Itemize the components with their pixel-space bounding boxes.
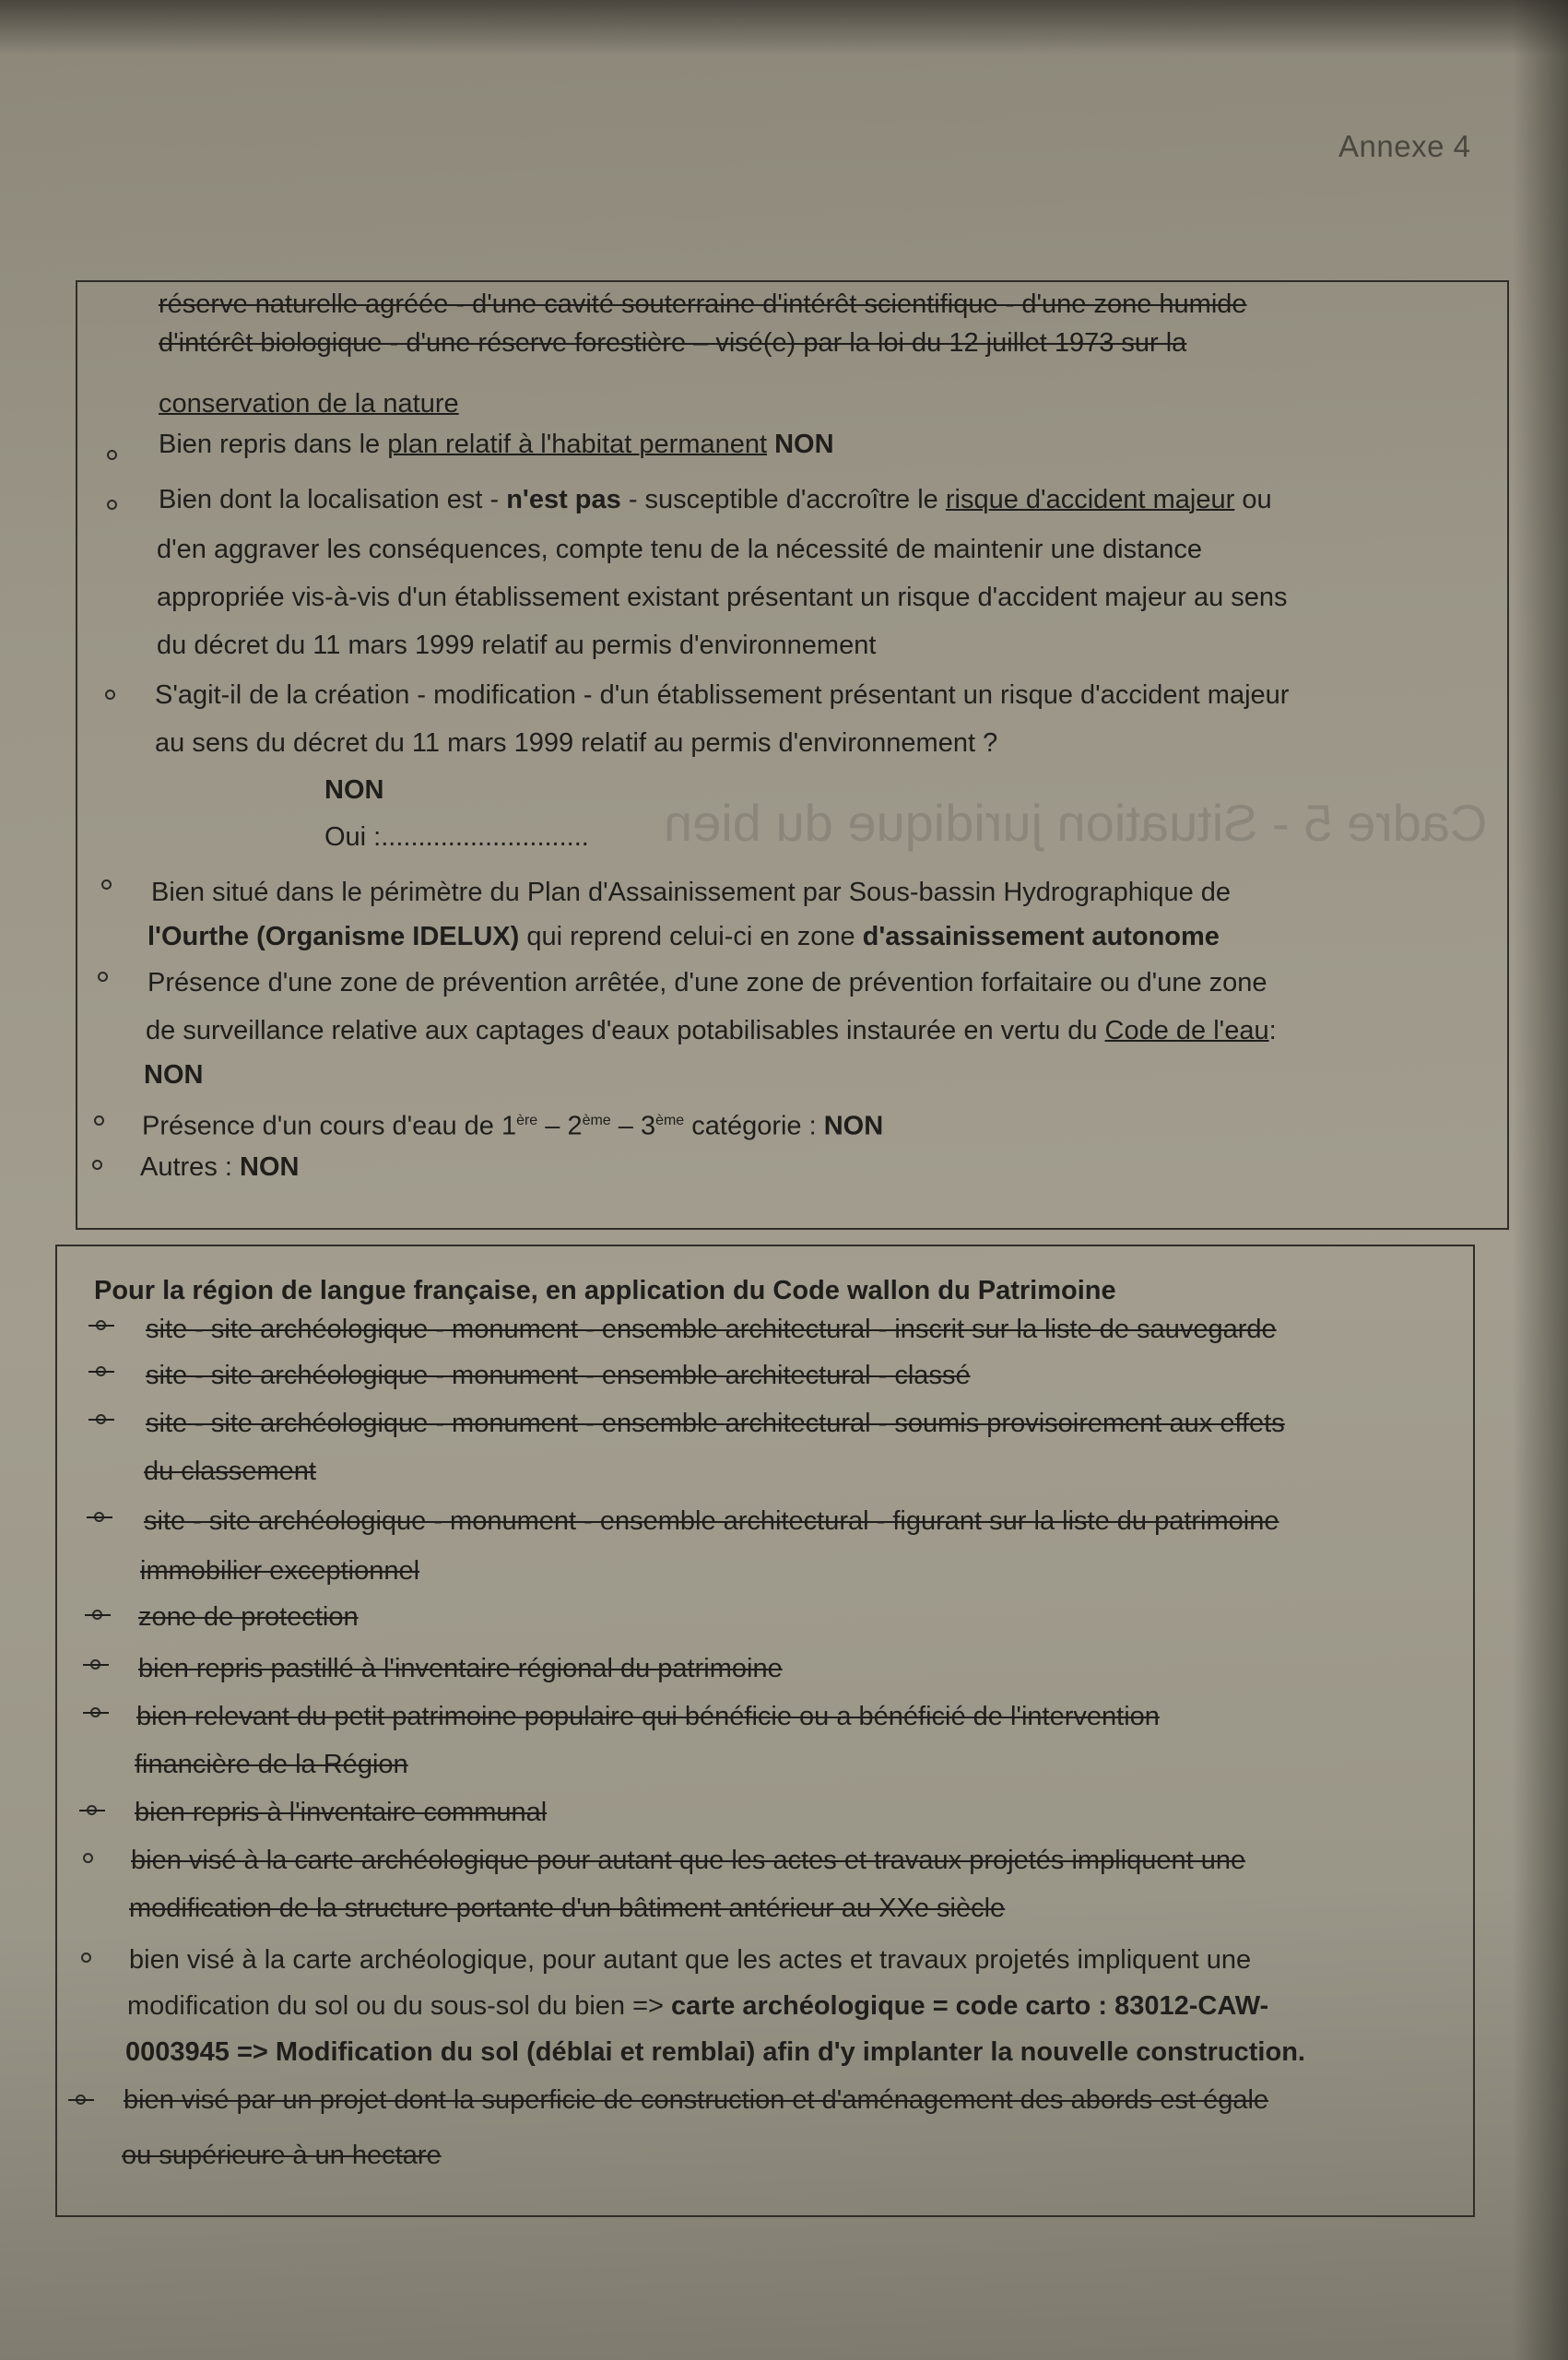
- struck-line: d'intérêt biologique - d'une réserve forestière – visé(e) par la loi du 12 juillet 1973 sur la: [159, 328, 1187, 358]
- heritage-item: site - site archéologique - monument - ensemble architectural - inscrit sur la liste de sauvegarde: [146, 1315, 1277, 1344]
- heritage-item: bien visé à la carte archéologique pour autant que les actes et travaux projetés impliquent une: [131, 1846, 1246, 1875]
- bullet-icon: [83, 1853, 93, 1863]
- heritage-item: bien repris à l'inventaire communal: [135, 1798, 548, 1827]
- bullet-icon: [107, 450, 117, 460]
- struck-bullet-icon: [92, 1610, 102, 1620]
- cours-eau-line: Présence d'un cours d'eau de 1ère – 2ème – 3ème catégorie : NON: [142, 1111, 884, 1141]
- annex-label: Annexe 4: [1338, 129, 1471, 163]
- bullet-icon: [105, 690, 115, 700]
- heritage-title: Pour la région de langue française, en application du Code wallon du Patrimoine: [94, 1276, 1116, 1305]
- heritage-item: bien repris pastillé à l'inventaire régional du patrimoine: [138, 1654, 783, 1683]
- accident-line: Bien dont la localisation est - n'est pas - susceptible d'accroître le risque d'accident majeur ou: [159, 485, 1272, 514]
- option-non: NON: [324, 775, 384, 805]
- heritage-item: site - site archéologique - monument - ensemble architectural - soumis provisoirement aux effets: [146, 1409, 1285, 1438]
- prevention-line: Présence d'une zone de prévention arrêtée, d'une zone de prévention forfaitaire ou d'une zone: [147, 968, 1267, 997]
- bullet-icon: [107, 500, 117, 510]
- prevention-line: de surveillance relative aux captages d'eaux potabilisables instaurée en vertu du Code de l'eau:: [146, 1016, 1277, 1045]
- creation-line: au sens du décret du 11 mars 1999 relatif au permis d'environnement ?: [155, 728, 998, 758]
- heritage-item: financière de la Région: [135, 1750, 408, 1779]
- heritage-item: site - site archéologique - monument - ensemble architectural - classé: [146, 1361, 971, 1390]
- struck-bullet-icon: [96, 1366, 106, 1376]
- accident-line: d'en aggraver les conséquences, compte tenu de la nécessité de maintenir une distance: [157, 535, 1203, 564]
- creation-line: S'agit-il de la création - modification - d'un établissement présentant un risque d'accident majeur: [155, 680, 1290, 710]
- heritage-item: du classement: [144, 1457, 316, 1486]
- bleed-through-text: Cadre 5 - Situation juridique du bien: [664, 794, 1488, 852]
- struck-bullet-icon: [90, 1707, 100, 1717]
- autres-line: Autres : NON: [140, 1152, 300, 1182]
- page-edge-shadow: [1513, 0, 1568, 2360]
- bullet-icon: [92, 1160, 102, 1170]
- heritage-item: site - site archéologique - monument - ensemble architectural - figurant sur la liste du patrimoine: [144, 1506, 1279, 1536]
- struck-line: réserve naturelle agréée - d'une cavité souterraine d'intérêt scientifique - d'une zone humide: [159, 289, 1247, 319]
- struck-bullet-icon: [90, 1659, 100, 1670]
- struck-bullet-icon: [96, 1414, 106, 1424]
- heritage-item: modification de la structure portante d'un bâtiment antérieur au XXe siècle: [129, 1894, 1006, 1923]
- accident-line: appropriée vis-à-vis d'un établissement existant présentant un risque d'accident majeur au sens: [157, 583, 1288, 612]
- prevention-value: NON: [144, 1060, 204, 1090]
- heritage-item: bien relevant du petit patrimoine populaire qui bénéficie ou a bénéficié de l'intervention: [136, 1702, 1160, 1731]
- struck-bullet-icon: [76, 2094, 86, 2105]
- bullet-icon: [81, 1953, 91, 1963]
- heritage-item: bien visé par un projet dont la superficie de construction et d'aménagement des abords est égale: [124, 2085, 1269, 2115]
- assainissement-line: Bien situé dans le périmètre du Plan d'Assainissement par Sous-bassin Hydrographique de: [151, 878, 1232, 907]
- habitat-line: Bien repris dans le plan relatif à l'habitat permanent NON: [159, 430, 834, 459]
- bullet-icon: [101, 879, 112, 890]
- carte-line: 0003945 => Modification du sol (déblai et remblai) afin d'y implanter la nouvelle construction.: [125, 2037, 1305, 2067]
- carte-line: bien visé à la carte archéologique, pour autant que les actes et travaux projetés impliquent une: [129, 1945, 1252, 1975]
- struck-bullet-icon: [94, 1512, 104, 1522]
- bullet-icon: [98, 972, 108, 982]
- bullet-icon: [94, 1115, 104, 1126]
- option-oui: Oui :............................: [324, 822, 589, 852]
- struck-bullet-icon: [96, 1320, 106, 1330]
- underlined-line: conservation de la nature: [159, 389, 459, 419]
- assainissement-line: l'Ourthe (Organisme IDELUX) qui reprend celui-ci en zone d'assainissement autonome: [147, 922, 1220, 951]
- struck-bullet-icon: [87, 1805, 97, 1815]
- heritage-item: immobilier exceptionnel: [140, 1556, 420, 1586]
- page-top-shadow: [0, 0, 1568, 55]
- accident-line: du décret du 11 mars 1999 relatif au permis d'environnement: [157, 631, 877, 660]
- heritage-item: zone de protection: [138, 1602, 359, 1632]
- carte-line: modification du sol ou du sous-sol du bien => carte archéologique = code carto : 83012-CAW-: [127, 1991, 1269, 2021]
- heritage-item: ou supérieure à un hectare: [122, 2141, 442, 2170]
